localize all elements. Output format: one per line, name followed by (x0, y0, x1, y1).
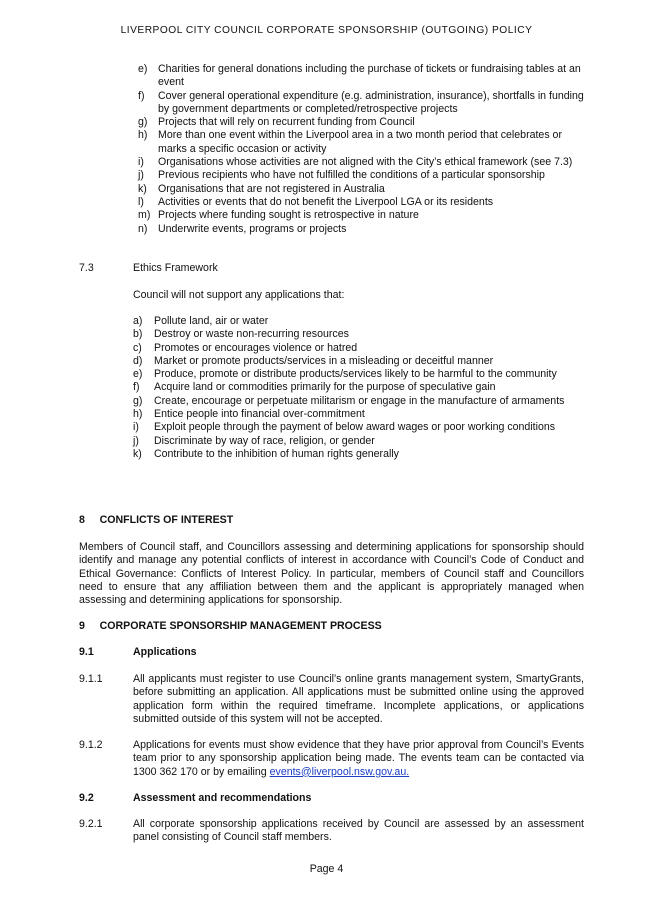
list-item-text: Charities for general donations including the purchase of tickets or fundraising tables at an event (158, 63, 581, 89)
section-9-1-1-text: All applicants must register to use Council’s online grants management system, SmartyGrants, before submitting an application. All applications must be submitted online using the approved application form within the required timeframe. Incomplete applications, or applications submitted outside of this system will not be accepted. (133, 673, 584, 725)
list-item (138, 129, 584, 156)
list-item-label: g) (133, 394, 143, 407)
section-9-1-1-number: 9.1.1 (79, 673, 103, 685)
events-email-link[interactable]: events@liverpool.nsw.gov.au. (269, 765, 410, 778)
list-item (133, 381, 573, 394)
section-9-2-1-number: 9.2.1 (79, 818, 103, 830)
list-item (138, 156, 584, 169)
section-7-3-title: Ethics Framework (133, 262, 218, 274)
list-item (133, 355, 573, 368)
list-item (133, 395, 573, 408)
list-item-text: Pollute land, air or water (154, 315, 269, 327)
list-item-text: Create, encourage or perpetuate militarism or engage in the manufacture of armaments (154, 394, 565, 407)
section-9-1-2-body: Applications for events must show evidence that they have prior approval from Council’s Events team prior to any sponsorship application being made. The events team can be contacted via 1300 362 170 or by emailing (133, 739, 584, 778)
list-item-text: Activities or events that do not benefit the Liverpool LGA or its residents (158, 195, 494, 208)
list-item (138, 116, 584, 129)
list-item-label: g) (138, 116, 148, 129)
list-item-label: l) (138, 195, 144, 208)
list-item (133, 315, 573, 328)
exclusions-list (138, 63, 584, 236)
list-item-text: Projects that will rely on recurrent funding from Council (158, 116, 415, 129)
section-9-1-title: Applications (133, 646, 197, 658)
list-item (138, 169, 584, 182)
list-item-text: Acquire land or commodities primarily for the purpose of speculative gain (154, 381, 496, 394)
list-item-label: n) (138, 222, 148, 235)
list-item (138, 223, 584, 236)
list-item-text: Discriminate by way of race, religion, or gender (154, 434, 375, 447)
document-header: LIVERPOOL CITY COUNCIL CORPORATE SPONSORSHIP (OUTGOING) POLICY (120, 25, 533, 36)
section-7-3-number: 7.3 (79, 262, 94, 274)
list-item-label: j) (138, 169, 144, 182)
list-item (138, 183, 584, 196)
list-item-text: More than one event within the Liverpool area in a two month period that celebrates or marks a specific occasion or activity (158, 129, 562, 155)
list-item (133, 435, 573, 448)
list-item-text: Produce, promote or distribute products/services likely to be harmful to the community (154, 368, 557, 381)
list-item-text: Entice people into financial over-commitment (154, 408, 365, 421)
list-item-text: Contribute to the inhibition of human rights generally (154, 447, 399, 460)
list-item-label: k) (138, 182, 147, 195)
list-item (133, 328, 573, 341)
list-item-label: i) (138, 156, 144, 169)
list-item (133, 448, 573, 461)
section-9-2-title: Assessment and recommendations (133, 792, 312, 804)
list-item (138, 63, 584, 90)
list-item-text: Exploit people through the payment of below award wages or poor working conditions (154, 421, 556, 434)
list-item (138, 196, 584, 209)
list-item-label: h) (138, 129, 148, 142)
list-item (133, 408, 573, 421)
list-item-text: Projects where funding sought is retrospective in nature (158, 209, 419, 222)
list-item-text: Market or promote products/services in a misleading or deceitful manner (154, 354, 494, 367)
list-item-label: c) (133, 341, 142, 354)
section-9-1-2-number: 9.1.2 (79, 739, 103, 751)
list-item-label: h) (133, 408, 143, 421)
section-9-1-number: 9.1 (79, 646, 94, 658)
list-item (133, 368, 573, 381)
list-item-text: Organisations that are not registered in Australia (158, 182, 385, 195)
list-item-label: k) (133, 447, 142, 460)
list-item-label: f) (133, 381, 140, 394)
list-item-label: a) (133, 315, 143, 327)
list-item-label: d) (133, 354, 143, 367)
list-item-label: b) (133, 328, 143, 341)
list-item-text: Promotes or encourages violence or hatred (154, 341, 358, 354)
list-item (133, 421, 573, 434)
list-item-text: Underwrite events, programs or projects (158, 222, 347, 235)
list-item-text: Organisations whose activities are not aligned with the City’s ethical framework (see 7.3) (158, 156, 573, 169)
section-9-2-number: 9.2 (79, 792, 94, 804)
list-item-label: e) (133, 368, 143, 381)
list-item-text: Destroy or waste non-recurring resources (154, 328, 349, 341)
list-item-label: f) (138, 89, 145, 102)
list-item-label: i) (133, 421, 139, 434)
list-item-label: m) (138, 209, 151, 222)
list-item (133, 342, 573, 355)
list-item-text: Previous recipients who have not fulfilled the conditions of a particular sponsorship (158, 169, 545, 182)
list-item-label: j) (133, 434, 139, 447)
page-number: Page 4 (309, 863, 344, 875)
list-item (138, 90, 584, 117)
list-item-text: Cover general operational expenditure (e.g. administration, insurance), shortfalls in funding by government departments or completed/retrospective projects (158, 89, 584, 115)
section-8-body: Members of Council staff, and Councillors assessing and determining applications for sponsorship should identify and manage any potential conflicts of interest in accordance with Council’s Code of Conduct and Ethical Governance: Conflicts of Interest Policy. In particular, members of Council staff and Councillors need to ensure that any affiliation between them and the applicant is appropriately managed when assessing and determining applications for sponsorship. (79, 541, 584, 607)
section-9-2-1-text: All corporate sponsorship applications received by Council are assessed by an assessment panel consisting of Council staff members. (133, 818, 584, 844)
list-item-label: e) (138, 63, 148, 75)
list-item (138, 209, 584, 222)
section-7-3-intro: Council will not support any applications that: (133, 289, 345, 301)
ethics-list (133, 315, 573, 461)
section-9-1-2-text (133, 739, 584, 779)
section-8-heading: 8 CONFLICTS OF INTEREST (79, 514, 234, 526)
section-9-heading: 9 CORPORATE SPONSORSHIP MANAGEMENT PROCESS (79, 620, 382, 632)
